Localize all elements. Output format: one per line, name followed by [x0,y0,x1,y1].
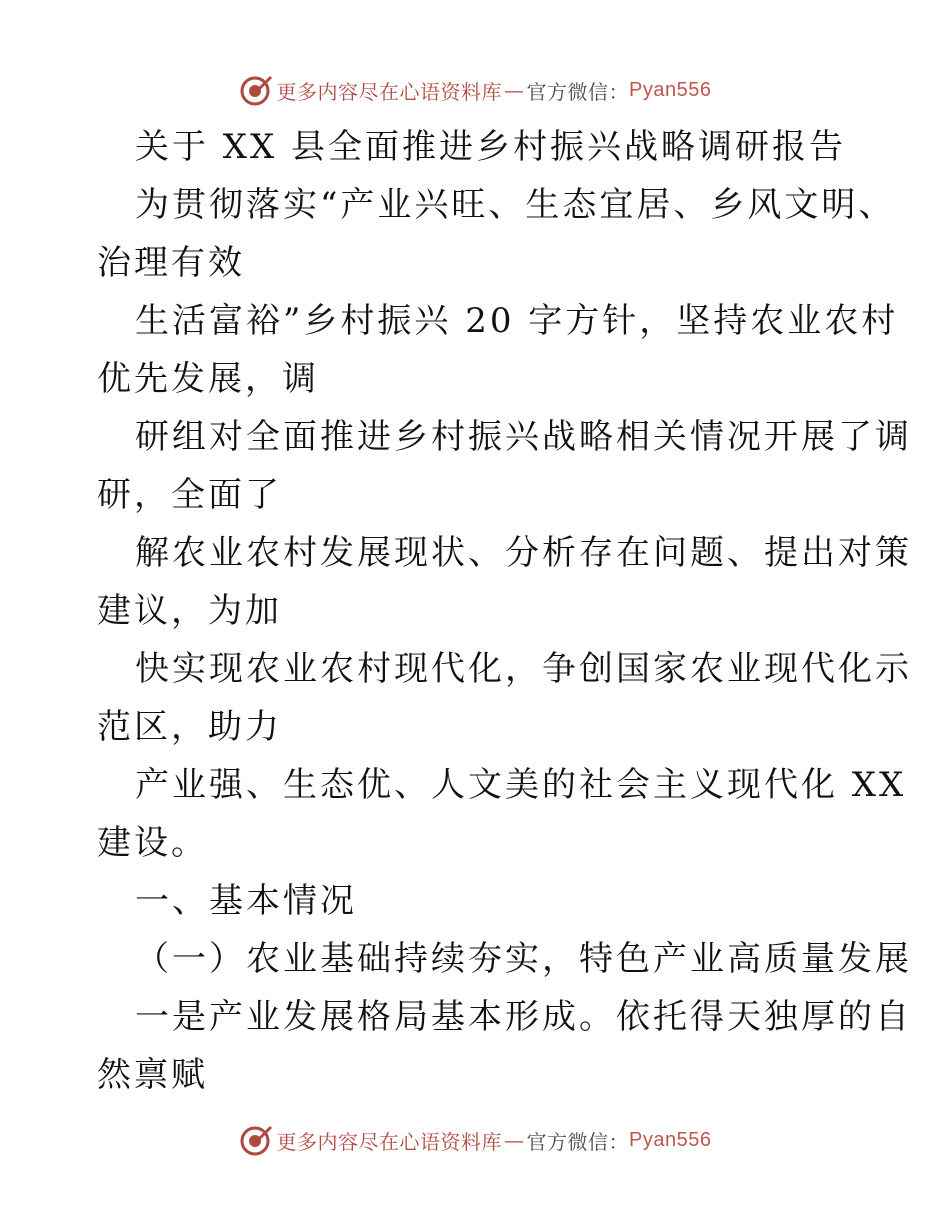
paragraph-line: 一是产业发展格局基本形成。依托得天独厚的自 [135,997,912,1037]
document-body [97,118,912,1104]
paragraph-line: 生活富裕”乡村振兴 20 字方针，坚持农业农村 [135,301,899,341]
paragraph-line: 产业强、生态优、人文美的社会主义现代化 XX [135,765,907,805]
footer-banner [0,1120,950,1160]
section-heading: 一、基本情况 [135,881,357,921]
pen-logo-icon [239,73,273,107]
footer-brand-text: 更多内容尽在心语资料库 [276,1129,503,1154]
paragraph-line: 建设。 [97,823,208,863]
footer-official-label: 官方微信： [526,1129,630,1154]
header-dash: — [504,78,525,102]
header-banner [0,70,950,110]
paragraph-line: 研，全面了 [97,475,282,515]
paragraph-line: 快实现农业农村现代化，争创国家农业现代化示 [135,649,912,689]
paragraph-line: 优先发展，调 [97,359,319,399]
paragraph-line: 研组对全面推进乡村振兴战略相关情况开展了调 [135,417,912,457]
document-title: 关于 XX 县全面推进乡村振兴战略调研报告 [135,127,847,167]
footer-wechat-id: Pyan556 [629,1128,712,1151]
paragraph-line: 为贯彻落实“产业兴旺、生态宜居、乡风文明、 [135,185,896,225]
paragraph-line: 治理有效 [97,243,245,283]
paragraph-line: 解农业农村发展现状、分析存在问题、提出对策 [135,533,912,573]
header-brand-text: 更多内容尽在心语资料库 [276,79,503,104]
paragraph-line: 然禀赋 [97,1055,208,1095]
paragraph-line: 建议，为加 [97,591,282,631]
header-official-label: 官方微信： [526,79,630,104]
pen-logo-icon [239,1123,273,1157]
footer-dash: — [504,1128,525,1152]
subsection-heading: （一）农业基础持续夯实，特色产业高质量发展 [135,939,912,979]
paragraph-line: 范区，助力 [97,707,282,747]
header-wechat-id: Pyan556 [629,78,712,101]
